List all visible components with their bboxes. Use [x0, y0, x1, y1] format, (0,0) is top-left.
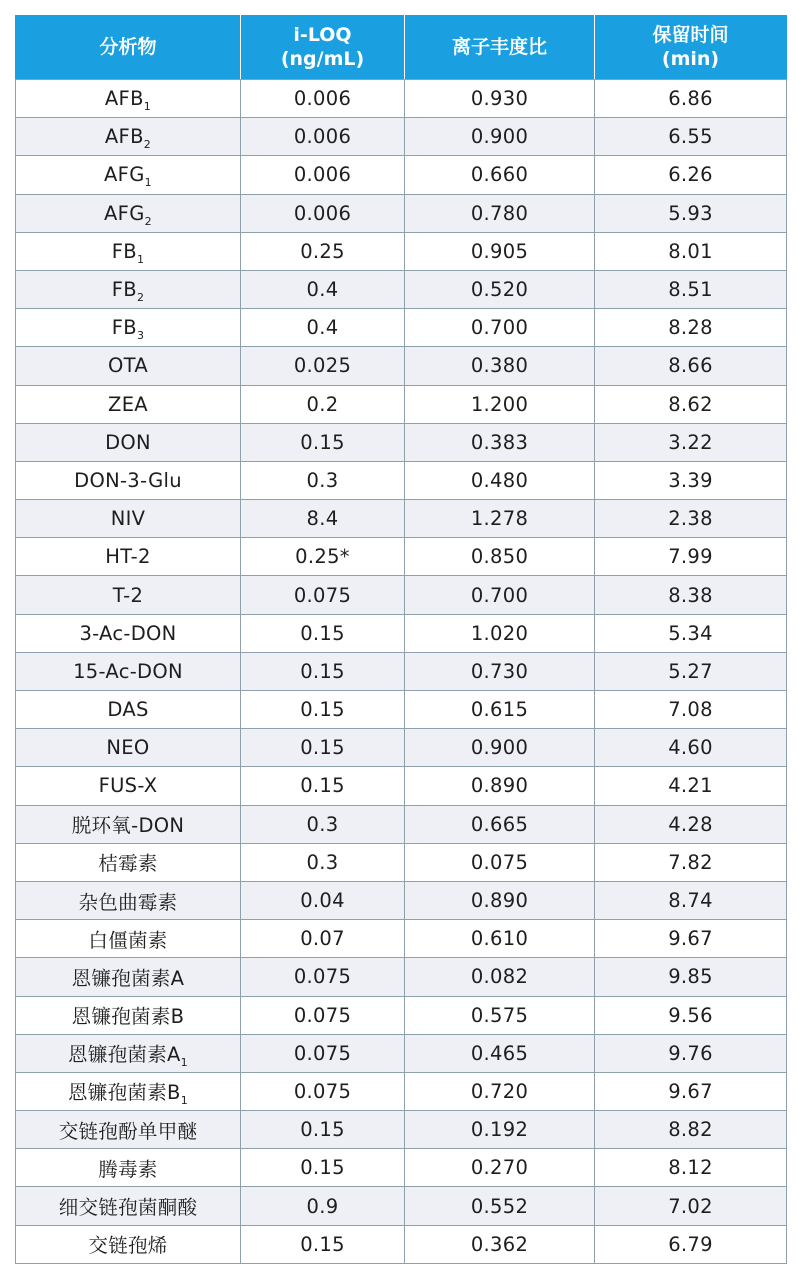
- cell-ion-ratio: 0.890: [405, 767, 595, 805]
- cell-analyte: [16, 691, 241, 729]
- cell-retention-time: 6.26: [595, 156, 787, 194]
- header-row: [16, 15, 787, 80]
- analyte-name: 杂色曲霉素: [78, 890, 178, 914]
- cell-ion-ratio: 0.575: [405, 996, 595, 1034]
- table-row: [16, 843, 787, 881]
- cell-iloq: 0.15: [241, 767, 405, 805]
- analyte-subscript: 3: [136, 329, 145, 343]
- table-row: [16, 576, 787, 614]
- cell-iloq: 0.3: [241, 843, 405, 881]
- cell-iloq: 0.2: [241, 385, 405, 423]
- analyte-name: FB: [111, 278, 137, 302]
- analyte-name: AFG: [104, 163, 145, 187]
- table-row: [16, 194, 787, 232]
- cell-ion-ratio: 0.362: [405, 1225, 595, 1263]
- cell-ion-ratio: 0.383: [405, 423, 595, 461]
- cell-analyte: [16, 500, 241, 538]
- cell-analyte: [16, 996, 241, 1034]
- analyte-name: FUS-X: [98, 774, 158, 798]
- cell-iloq: 8.4: [241, 500, 405, 538]
- table-row: [16, 80, 787, 118]
- table-row: [16, 118, 787, 156]
- mycotoxin-table-container: [15, 15, 786, 1264]
- cell-analyte: [16, 767, 241, 805]
- header-retention-time-line: 保留时间: [652, 24, 729, 46]
- cell-analyte: [16, 881, 241, 919]
- cell-retention-time: 5.34: [595, 614, 787, 652]
- cell-analyte: [16, 805, 241, 843]
- table-row: [16, 385, 787, 423]
- cell-iloq: 0.15: [241, 691, 405, 729]
- cell-analyte: [16, 576, 241, 614]
- analyte-name: FB: [111, 239, 137, 263]
- cell-analyte: [16, 614, 241, 652]
- table-row: [16, 1187, 787, 1225]
- cell-iloq: 0.15: [241, 729, 405, 767]
- cell-retention-time: 8.38: [595, 576, 787, 614]
- header-iloq-unit: (ng/mL): [280, 48, 365, 70]
- cell-ion-ratio: 0.270: [405, 1149, 595, 1187]
- cell-retention-time: 9.67: [595, 920, 787, 958]
- cell-ion-ratio: 0.900: [405, 729, 595, 767]
- analyte-name: DAS: [107, 698, 149, 722]
- analyte-name: 恩镰孢菌素A: [68, 1043, 181, 1067]
- cell-ion-ratio: 0.905: [405, 232, 595, 270]
- cell-retention-time: 7.82: [595, 843, 787, 881]
- cell-analyte: [16, 1111, 241, 1149]
- analyte-name: FB: [111, 316, 137, 340]
- cell-ion-ratio: 0.480: [405, 461, 595, 499]
- cell-iloq: 0.006: [241, 156, 405, 194]
- cell-analyte: [16, 385, 241, 423]
- cell-retention-time: 7.08: [595, 691, 787, 729]
- cell-ion-ratio: 0.700: [405, 309, 595, 347]
- cell-ion-ratio: 0.075: [405, 843, 595, 881]
- cell-analyte: [16, 843, 241, 881]
- analyte-subscript: 2: [143, 138, 152, 152]
- analyte-subscript: 2: [136, 291, 145, 305]
- analyte-name: 脱环氧-DON: [71, 814, 185, 838]
- table-row: [16, 1149, 787, 1187]
- table-row: [16, 156, 787, 194]
- cell-retention-time: 8.28: [595, 309, 787, 347]
- table-row: [16, 805, 787, 843]
- analyte-name: 15-Ac-DON: [73, 659, 183, 683]
- analyte-name: 腾毒素: [98, 1157, 158, 1181]
- cell-ion-ratio: 0.930: [405, 80, 595, 118]
- cell-analyte: [16, 423, 241, 461]
- analyte-name: AFB: [104, 125, 144, 149]
- cell-analyte: [16, 1149, 241, 1187]
- cell-iloq: 0.25*: [241, 538, 405, 576]
- table-row: [16, 881, 787, 919]
- cell-retention-time: 6.86: [595, 80, 787, 118]
- cell-retention-time: 8.66: [595, 347, 787, 385]
- analyte-name: HT-2: [105, 545, 151, 569]
- cell-retention-time: 5.93: [595, 194, 787, 232]
- analyte-name: 细交链孢菌酮酸: [58, 1196, 198, 1220]
- table-row: [16, 423, 787, 461]
- analyte-name: AFB: [104, 87, 144, 111]
- table-row: [16, 270, 787, 308]
- table-row: [16, 309, 787, 347]
- table-row: [16, 1111, 787, 1149]
- cell-retention-time: 9.56: [595, 996, 787, 1034]
- cell-analyte: [16, 1072, 241, 1110]
- cell-ion-ratio: 0.720: [405, 1072, 595, 1110]
- cell-retention-time: 8.74: [595, 881, 787, 919]
- analyte-subscript: 1: [180, 1056, 188, 1070]
- mycotoxin-data-table: [15, 15, 787, 1264]
- cell-retention-time: 3.39: [595, 461, 787, 499]
- table-row: [16, 461, 787, 499]
- analyte-name: 3-Ac-DON: [79, 621, 177, 645]
- table-row: [16, 652, 787, 690]
- header-analyte: [16, 15, 241, 80]
- analyte-name: ZEA: [108, 392, 148, 416]
- analyte-subscript: 1: [180, 1094, 188, 1108]
- cell-analyte: [16, 920, 241, 958]
- cell-iloq: 0.15: [241, 1111, 405, 1149]
- analyte-name: 白僵菌素: [88, 928, 168, 952]
- cell-ion-ratio: 0.082: [405, 958, 595, 996]
- cell-retention-time: 5.27: [595, 652, 787, 690]
- cell-iloq: 0.15: [241, 423, 405, 461]
- cell-ion-ratio: 0.780: [405, 194, 595, 232]
- table-header: [16, 15, 787, 80]
- cell-analyte: [16, 118, 241, 156]
- cell-retention-time: 8.51: [595, 270, 787, 308]
- cell-retention-time: 4.28: [595, 805, 787, 843]
- analyte-name: AFG: [104, 201, 145, 225]
- cell-retention-time: 8.82: [595, 1111, 787, 1149]
- cell-retention-time: 4.21: [595, 767, 787, 805]
- analyte-name: NIV: [110, 507, 146, 531]
- header-ion-ratio: [405, 15, 595, 80]
- analyte-name: 交链孢烯: [88, 1234, 168, 1258]
- cell-iloq: 0.006: [241, 118, 405, 156]
- cell-analyte: [16, 461, 241, 499]
- cell-ion-ratio: 0.610: [405, 920, 595, 958]
- cell-iloq: 0.4: [241, 270, 405, 308]
- cell-analyte: [16, 1034, 241, 1072]
- cell-retention-time: 3.22: [595, 423, 787, 461]
- cell-ion-ratio: 0.730: [405, 652, 595, 690]
- analyte-subscript: 2: [144, 214, 152, 228]
- cell-retention-time: 6.55: [595, 118, 787, 156]
- cell-analyte: [16, 156, 241, 194]
- table-row: [16, 691, 787, 729]
- analyte-subscript: 1: [144, 176, 152, 190]
- cell-ion-ratio: 0.192: [405, 1111, 595, 1149]
- cell-iloq: 0.15: [241, 1149, 405, 1187]
- cell-ion-ratio: 0.380: [405, 347, 595, 385]
- table-row: [16, 1034, 787, 1072]
- cell-ion-ratio: 1.278: [405, 500, 595, 538]
- table-row: [16, 538, 787, 576]
- cell-analyte: [16, 309, 241, 347]
- analyte-name: 桔霉素: [98, 852, 158, 876]
- cell-ion-ratio: 0.700: [405, 576, 595, 614]
- cell-ion-ratio: 0.615: [405, 691, 595, 729]
- analyte-name: T-2: [112, 583, 144, 607]
- analyte-name: NEO: [106, 736, 150, 760]
- table-row: [16, 347, 787, 385]
- cell-iloq: 0.075: [241, 996, 405, 1034]
- cell-ion-ratio: 0.552: [405, 1187, 595, 1225]
- header-retention-time: [595, 15, 787, 80]
- analyte-name: 恩镰孢菌素B: [68, 1081, 181, 1105]
- table-row: [16, 232, 787, 270]
- cell-retention-time: 7.02: [595, 1187, 787, 1225]
- header-ion-ratio-line: 离子丰度比: [451, 36, 547, 58]
- cell-ion-ratio: 0.890: [405, 881, 595, 919]
- cell-retention-time: 8.01: [595, 232, 787, 270]
- cell-iloq: 0.15: [241, 652, 405, 690]
- cell-iloq: 0.075: [241, 1034, 405, 1072]
- table-row: [16, 958, 787, 996]
- cell-iloq: 0.15: [241, 614, 405, 652]
- analyte-name: OTA: [108, 354, 148, 378]
- cell-ion-ratio: 1.200: [405, 385, 595, 423]
- cell-ion-ratio: 1.020: [405, 614, 595, 652]
- cell-iloq: 0.04: [241, 881, 405, 919]
- table-row: [16, 729, 787, 767]
- cell-analyte: [16, 1187, 241, 1225]
- cell-ion-ratio: 0.660: [405, 156, 595, 194]
- cell-analyte: [16, 958, 241, 996]
- cell-iloq: 0.4: [241, 309, 405, 347]
- cell-retention-time: 8.12: [595, 1149, 787, 1187]
- cell-analyte: [16, 652, 241, 690]
- header-iloq-line: i-LOQ: [293, 24, 352, 46]
- analyte-name: DON-3-Glu: [74, 468, 182, 492]
- table-row: [16, 996, 787, 1034]
- table-body: [16, 80, 787, 1264]
- cell-iloq: 0.3: [241, 805, 405, 843]
- cell-retention-time: 9.67: [595, 1072, 787, 1110]
- table-row: [16, 1225, 787, 1263]
- cell-retention-time: 6.79: [595, 1225, 787, 1263]
- analyte-name: 恩镰孢菌素B: [71, 1005, 185, 1029]
- cell-retention-time: 8.62: [595, 385, 787, 423]
- analyte-subscript: 1: [136, 252, 145, 266]
- cell-ion-ratio: 0.850: [405, 538, 595, 576]
- table-row: [16, 920, 787, 958]
- cell-analyte: [16, 80, 241, 118]
- cell-iloq: 0.075: [241, 1072, 405, 1110]
- header-retention-time-unit: (min): [661, 48, 720, 70]
- cell-retention-time: 9.85: [595, 958, 787, 996]
- cell-iloq: 0.006: [241, 194, 405, 232]
- cell-analyte: [16, 270, 241, 308]
- table-row: [16, 1072, 787, 1110]
- cell-iloq: 0.006: [241, 80, 405, 118]
- cell-iloq: 0.25: [241, 232, 405, 270]
- cell-iloq: 0.075: [241, 576, 405, 614]
- cell-retention-time: 2.38: [595, 500, 787, 538]
- cell-analyte: [16, 729, 241, 767]
- cell-analyte: [16, 194, 241, 232]
- cell-iloq: 0.025: [241, 347, 405, 385]
- cell-retention-time: 4.60: [595, 729, 787, 767]
- analyte-name: 交链孢酚单甲醚: [58, 1119, 198, 1143]
- header-analyte-line: 分析物: [99, 36, 157, 58]
- cell-retention-time: 9.76: [595, 1034, 787, 1072]
- cell-analyte: [16, 538, 241, 576]
- cell-ion-ratio: 0.665: [405, 805, 595, 843]
- table-row: [16, 767, 787, 805]
- analyte-name: 恩镰孢菌素A: [71, 966, 185, 990]
- cell-ion-ratio: 0.900: [405, 118, 595, 156]
- cell-ion-ratio: 0.465: [405, 1034, 595, 1072]
- cell-iloq: 0.075: [241, 958, 405, 996]
- cell-analyte: [16, 232, 241, 270]
- table-row: [16, 500, 787, 538]
- analyte-name: DON: [105, 430, 151, 454]
- cell-iloq: 0.9: [241, 1187, 405, 1225]
- cell-ion-ratio: 0.520: [405, 270, 595, 308]
- cell-analyte: [16, 1225, 241, 1263]
- cell-iloq: 0.3: [241, 461, 405, 499]
- cell-iloq: 0.15: [241, 1225, 405, 1263]
- analyte-subscript: 1: [143, 100, 152, 114]
- header-iloq: [241, 15, 405, 80]
- cell-iloq: 0.07: [241, 920, 405, 958]
- cell-analyte: [16, 347, 241, 385]
- cell-retention-time: 7.99: [595, 538, 787, 576]
- table-row: [16, 614, 787, 652]
